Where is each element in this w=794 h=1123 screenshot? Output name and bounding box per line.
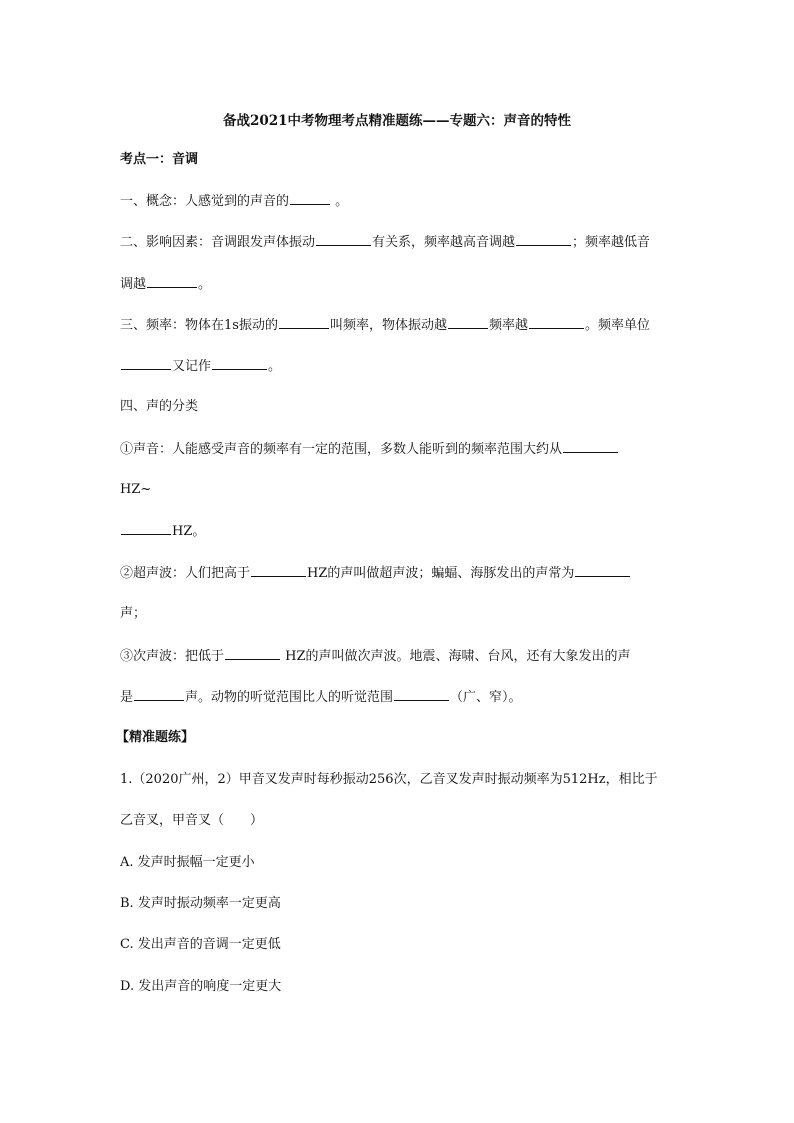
answer-blank[interactable] — [394, 688, 449, 701]
classify-heading: 四、声的分类 — [120, 399, 199, 414]
option-b[interactable]: B. 发声时振动频率一定更高 — [120, 896, 281, 911]
answer-blank[interactable] — [316, 233, 371, 246]
answer-blank[interactable] — [134, 688, 184, 701]
freq-line-cont: 又记作 。 — [120, 357, 680, 376]
answer-blank[interactable] — [563, 440, 618, 453]
question-stem-cont: 乙音叉，甲音叉（ ） — [120, 813, 264, 828]
ultra-line-cont: 声； — [120, 606, 147, 621]
infra-line: ③次声波：把低于 HZ的声叫做次声波。地震、海啸、台风，还有大象发出的声 — [120, 649, 631, 664]
answer-blank[interactable] — [290, 192, 330, 205]
option-a[interactable]: A. 发声时振幅一定更小 — [120, 855, 255, 870]
sound-line-cont: HZ~ — [120, 482, 152, 497]
option-d[interactable]: D. 发出声音的响度一定更大 — [120, 979, 282, 994]
infra-line-cont: 是 声。动物的听觉范围比人的听觉范围 （广、窄）。 — [120, 690, 522, 705]
sound-line-end: HZ。 — [120, 522, 680, 541]
answer-blank[interactable] — [575, 564, 630, 577]
answer-blank[interactable] — [121, 522, 171, 535]
sound-line: ①声音：人能感受声音的频率有一定的范围，多数人能听到的频率范围大约从 — [120, 440, 680, 459]
section-heading: 考点一：音调 — [120, 152, 199, 167]
answer-blank[interactable] — [212, 357, 267, 370]
document-title: 备战2021中考物理考点精准题练——专题六：声音的特性 — [222, 113, 572, 129]
factor-line-cont: 调越 。 — [120, 277, 212, 292]
answer-blank[interactable] — [251, 564, 306, 577]
freq-line: 三、频率：物体在1s振动的 叫频率，物体振动越 频率越 。频率单位 — [120, 318, 650, 333]
answer-blank[interactable] — [279, 316, 329, 329]
answer-blank[interactable] — [516, 233, 571, 246]
answer-blank[interactable] — [147, 275, 197, 288]
question-stem: 1.（2020广州，2）甲音叉发声时每秒振动256次，乙音叉发声时振动频率为512Hz，相比于 — [120, 772, 658, 787]
practice-header: 【精准题练】 — [116, 730, 195, 745]
option-c[interactable]: C. 发出声音的音调一定更低 — [120, 937, 281, 952]
ultra-line: ②超声波：人们把高于 HZ的声叫做超声波；蝙蝠、海豚发出的声常为 — [120, 564, 680, 583]
answer-blank[interactable] — [529, 316, 584, 329]
answer-blank[interactable] — [225, 647, 280, 660]
factor-line: 二、影响因素：音调跟发声体振动 有关系，频率越高音调越 ；频率越低音 — [120, 235, 651, 250]
answer-blank[interactable] — [121, 357, 171, 370]
concept-line: 一、概念：人感觉到的声音的 。 — [120, 194, 349, 209]
answer-blank[interactable] — [448, 316, 488, 329]
